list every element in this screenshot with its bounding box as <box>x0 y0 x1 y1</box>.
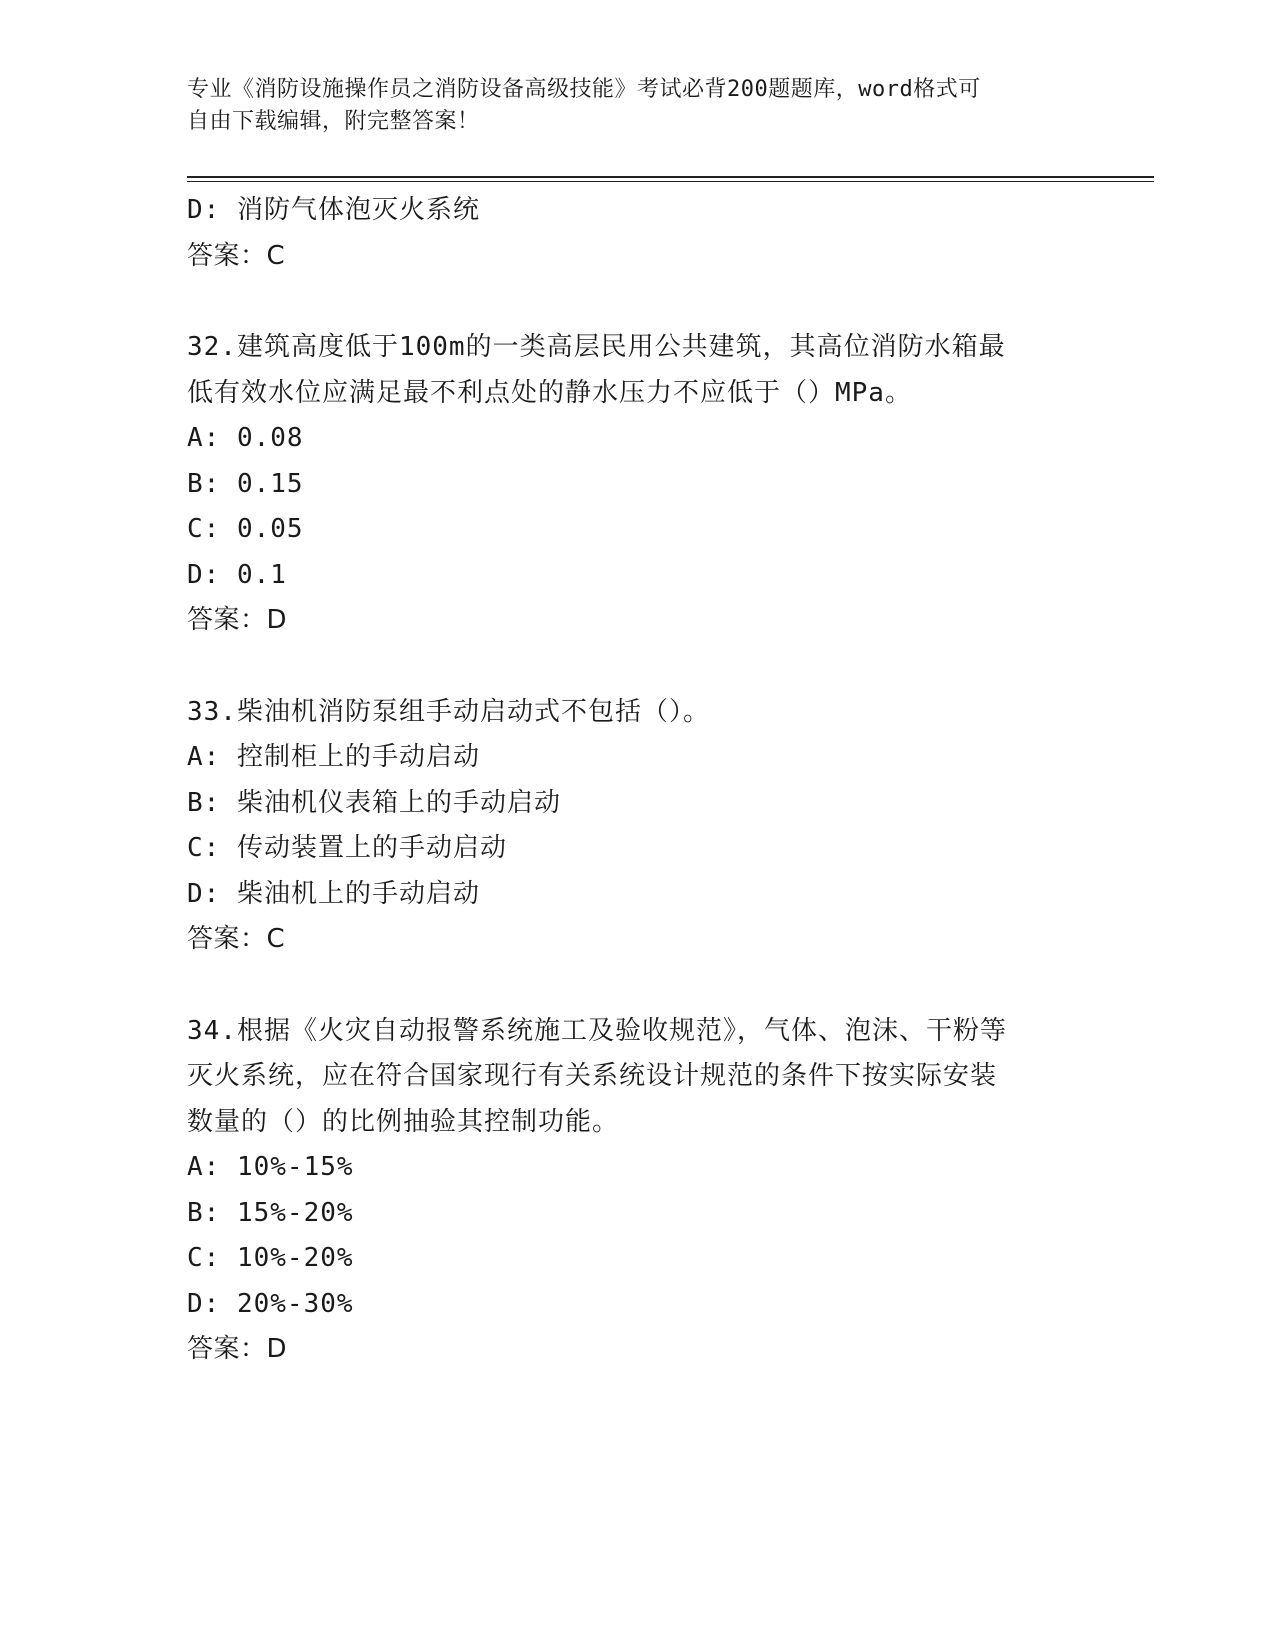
answer: 答案：C <box>187 924 286 954</box>
question-stem-line: 33.柴油机消防泵组手动启动式不包括（）。 <box>187 696 710 727</box>
question-stem-line: 32.建筑高度低于100m的一类高层民用公共建筑，其高位消防水箱最 <box>187 332 1006 362</box>
header-line-1: 专业《消防设施操作员之消防设备高级技能》考试必背200题题库，word格式可 <box>187 77 981 102</box>
option-c: C: 传动装置上的手动启动 <box>187 833 507 863</box>
carryover-answer: 答案：C <box>187 240 286 271</box>
header-line-2: 自由下载编辑，附完整答案！ <box>187 109 480 134</box>
carryover-option-d: D: 消防气体泡灭火系统 <box>187 195 480 225</box>
header-divider <box>187 176 1154 178</box>
option-d: D: 柴油机上的手动启动 <box>187 878 480 909</box>
option-b: B: 0.15 <box>187 468 304 499</box>
answer: 答案：D <box>187 1334 288 1364</box>
option-a: A: 0.08 <box>187 423 304 453</box>
question-stem-line: 34.根据《火灾自动报警系统施工及验收规范》，气体、泡沫、干粉等 <box>187 1015 1007 1046</box>
option-a: A: 控制柜上的手动启动 <box>187 742 480 772</box>
option-b: B: 15%-20% <box>187 1197 354 1228</box>
question-34 <box>187 1009 1087 1373</box>
question-stem-line: 低有效水位应满足最不利点处的静水压力不应低于（）MPa。 <box>187 377 912 408</box>
option-d: D: 0.1 <box>187 559 287 590</box>
question-stem-line: 灭火系统，应在符合国家现行有关系统设计规范的条件下按实际安装 <box>187 1061 998 1091</box>
option-a: A: 10%-15% <box>187 1152 354 1182</box>
question-list <box>187 188 1087 1373</box>
document-header <box>187 74 1087 138</box>
answer: 答案：D <box>187 605 288 635</box>
header-divider-thin <box>187 181 1154 182</box>
option-c: C: 0.05 <box>187 514 304 544</box>
option-d: D: 20%-30% <box>187 1288 354 1319</box>
option-c: C: 10%-20% <box>187 1243 354 1273</box>
question-33 <box>187 690 1087 963</box>
question-32 <box>187 325 1087 644</box>
option-b: B: 柴油机仪表箱上的手动启动 <box>187 787 561 818</box>
question-stem-line: 数量的（）的比例抽验其控制功能。 <box>187 1106 620 1137</box>
